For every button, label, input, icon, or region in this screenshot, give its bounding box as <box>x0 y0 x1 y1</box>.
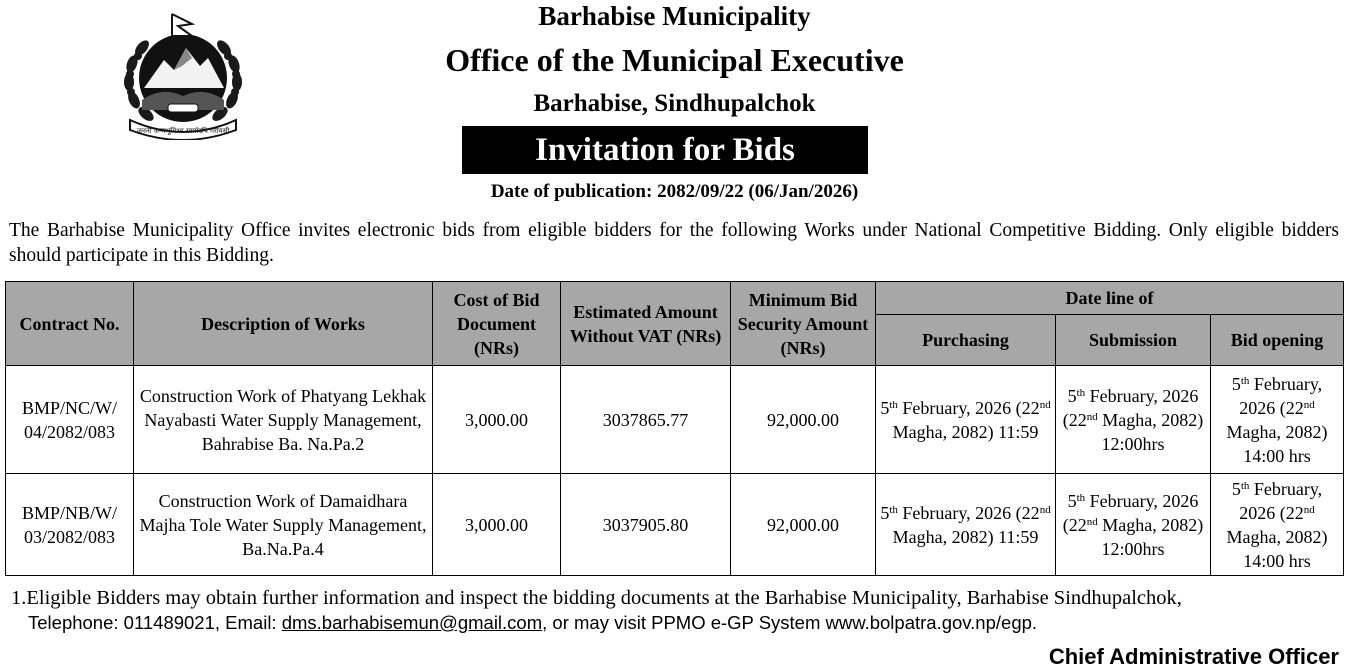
notice-banner: Invitation for Bids <box>462 126 868 174</box>
header-cost: Cost of Bid Document (NRs) <box>433 282 561 366</box>
description-cell: Construction Work of Damaidhara Majha Tole Water Supply Management, Ba.Na.Pa.4 <box>134 474 433 576</box>
estimated-cell: 3037865.77 <box>561 366 731 474</box>
portal-text: , or may visit PPMO e-GP System www.bolpatra.gov.np/egp. <box>542 612 1038 633</box>
note-line-2 <box>28 612 1037 634</box>
note-line-1: 1.Eligible Bidders may obtain further information and inspect the bidding documents at the Barhabise Municipality, Barhabise Sindhupalchok, <box>11 587 1182 609</box>
bid-opening-cell: 5th February, 2026 (22nd Magha, 2082) 14:00 hrs <box>1211 366 1344 474</box>
bids-table <box>5 281 1344 576</box>
signatory-title: Chief Administrative Officer <box>1048 644 1339 669</box>
header-date-line: Date line of <box>876 282 1344 315</box>
bid-opening-cell: 5th February, 2026 (22nd Magha, 2082) 14:00 hrs <box>1211 474 1344 576</box>
header-submission: Submission <box>1056 315 1211 366</box>
purchasing-cell: 5th February, 2026 (22nd Magha, 2082) 11:59 <box>876 366 1056 474</box>
header-description: Description of Works <box>134 282 433 366</box>
header-contract-no: Contract No. <box>6 282 134 366</box>
office-location: Barhabise, Sindhupalchok <box>533 90 816 117</box>
email-link[interactable]: dms.barhabisemun@gmail.com <box>281 612 543 633</box>
municipality-name: Barhabise Municipality <box>538 1 811 31</box>
contract-no-cell: BMP/NC/W/ 04/2082/083 <box>6 366 134 474</box>
header-purchasing: Purchasing <box>876 315 1056 366</box>
contract-no-cell: BMP/NB/W/ 03/2082/083 <box>6 474 134 576</box>
header-bid-opening: Bid opening <box>1211 315 1344 366</box>
header-estimated: Estimated Amount Without VAT (NRs) <box>561 282 731 366</box>
submission-cell: 5th February, 2026 (22nd Magha, 2082) 12:00hrs <box>1056 474 1211 576</box>
contact-text: Telephone: 011489021, Email: <box>28 612 282 633</box>
header-security: Minimum Bid Security Amount (NRs) <box>731 282 876 366</box>
table-row <box>6 366 1344 474</box>
intro-paragraph: The Barhabise Municipality Office invites electronic bids from eligible bidders for the following Works under National Competitive Bidding. Only eligible bidders should participate in this Bidding. <box>9 220 1339 266</box>
security-cell: 92,000.00 <box>731 366 876 474</box>
security-cell: 92,000.00 <box>731 474 876 576</box>
purchasing-cell: 5th February, 2026 (22nd Magha, 2082) 11:59 <box>876 474 1056 576</box>
estimated-cell: 3037905.80 <box>561 474 731 576</box>
cost-cell: 3,000.00 <box>433 474 561 576</box>
table-row <box>6 474 1344 576</box>
svg-text:जननी जन्मभूमिश्च स्वर्गादपि गर: जननी जन्मभूमिश्च स्वर्गादपि गरीयसी <box>136 127 230 135</box>
submission-cell: 5th February, 2026 (22nd Magha, 2082) 12:00hrs <box>1056 366 1211 474</box>
description-cell: Construction Work of Phatyang Lekhak Nayabasti Water Supply Management, Bahrabise Ba. Na.Pa.2 <box>134 366 433 474</box>
publication-date: Date of publication: 2082/09/22 (06/Jan/2026) <box>490 181 859 202</box>
office-title: Office of the Municipal Executive <box>445 42 904 78</box>
cost-cell: 3,000.00 <box>433 366 561 474</box>
